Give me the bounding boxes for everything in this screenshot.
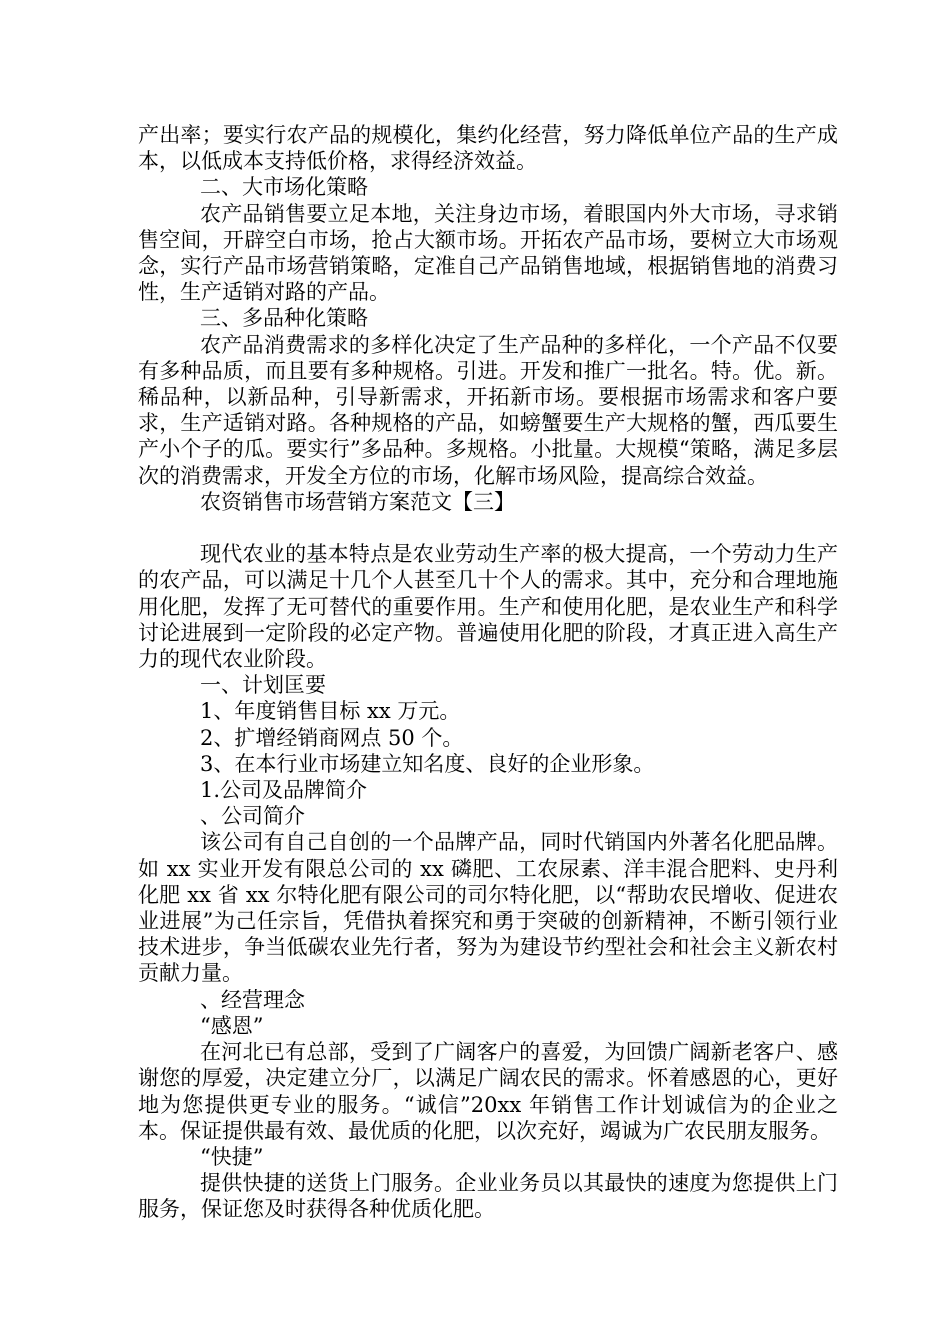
section-heading: 1.公司及品牌简介 [200, 778, 368, 803]
section-heading: 、公司简介 [200, 804, 305, 829]
document-title: 农资销售市场营销方案范文【三】 [200, 489, 515, 514]
list-item: 2、扩增经销商网点 50 个。 [200, 725, 464, 750]
subheading: “快捷” [200, 1144, 264, 1169]
blank-line [138, 515, 838, 541]
paragraph: 该公司有自己自创的一个品牌产品，同时代销国内外著名化肥品牌。如 xx 实业开发有限总公司的 xx 磷肥、工农尿素、洋丰混合肥料、史丹利化肥 xx 省 xx 尔特化肥有限公司的司尔特化肥，以“帮助农民增收、促进农业进展”为己任宗旨，凭借执着探究和勇于突破的创新精神，不断引领行业技术进步，争当低碳农业先行者，努为为建设节约型社会和社会主义新农村贡献力量。 [138, 830, 838, 986]
subheading: “感恩” [200, 1013, 264, 1038]
paragraph: 提供快捷的送货上门服务。企业业务员以其最快的速度为您提供上门服务，保证您及时获得各种优质化肥。 [138, 1171, 838, 1222]
section-heading: 三、多品种化策略 [200, 306, 368, 331]
section-heading: 一、计划匡要 [200, 673, 326, 698]
section-heading: 、经营理念 [200, 987, 305, 1012]
paragraph: 产出率；要实行农产品的规模化，集约化经营，努力降低单位产品的生产成本，以低成本支持低价格，求得经济效益。 [138, 123, 838, 174]
section-heading: 二、大市场化策略 [200, 175, 368, 200]
paragraph: 在河北已有总部，受到了广阔客户的喜爱，为回馈广阔新老客户、感谢您的厚爱，决定建立分厂，以满足广阔农民的需求。怀着感恩的心，更好地为您提供更专业的服务。“诚信”20xx 年销售工作计划诚信为的企业之本。保证提供最有效、最优质的化肥，以次充好，竭诚为广农民朋友服务。 [138, 1040, 838, 1143]
paragraph: 农产品消费需求的多样化决定了生产品种的多样化，一个产品不仅要有多种品质，而且要有多种规格。引进。开发和推广一批名。特。优。新。稀品种，以新品种，引导新需求，开拓新市场。要根据市场需求和客户要求，生产适销对路。各种规格的产品，如螃蟹要生产大规格的蟹，西瓜要生产小个子的瓜。要实行”多品种。多规格。小批量。大规模“策略，满足多层次的消费需求，开发全方位的市场，化解市场风险，提高综合效益。 [138, 332, 838, 488]
list-item: 1、年度销售目标 xx 万元。 [200, 699, 461, 724]
paragraph: 现代农业的基本特点是农业劳动生产率的极大提高，一个劳动力生产的农产品，可以满足十几个人甚至几十个人的需求。其中，充分和合理地施用化肥，发挥了无可替代的重要作用。生产和使用化肥，是农业生产和科学讨论进展到一定阶段的必定产物。普遍使用化肥的阶段，才真正进入高生产力的现代农业阶段。 [138, 542, 838, 672]
document-body [138, 122, 838, 1223]
list-item: 3、在本行业市场建立知名度、良好的企业形象。 [200, 751, 655, 776]
paragraph: 农产品销售要立足本地，关注身边市场，着眼国内外大市场，寻求销售空间，开辟空白市场，抢占大额市场。开拓农产品市场，要树立大市场观念，实行产品市场营销策略，定准自己产品销售地域，根据销售地的消费习性，生产适销对路的产品。 [138, 201, 838, 305]
